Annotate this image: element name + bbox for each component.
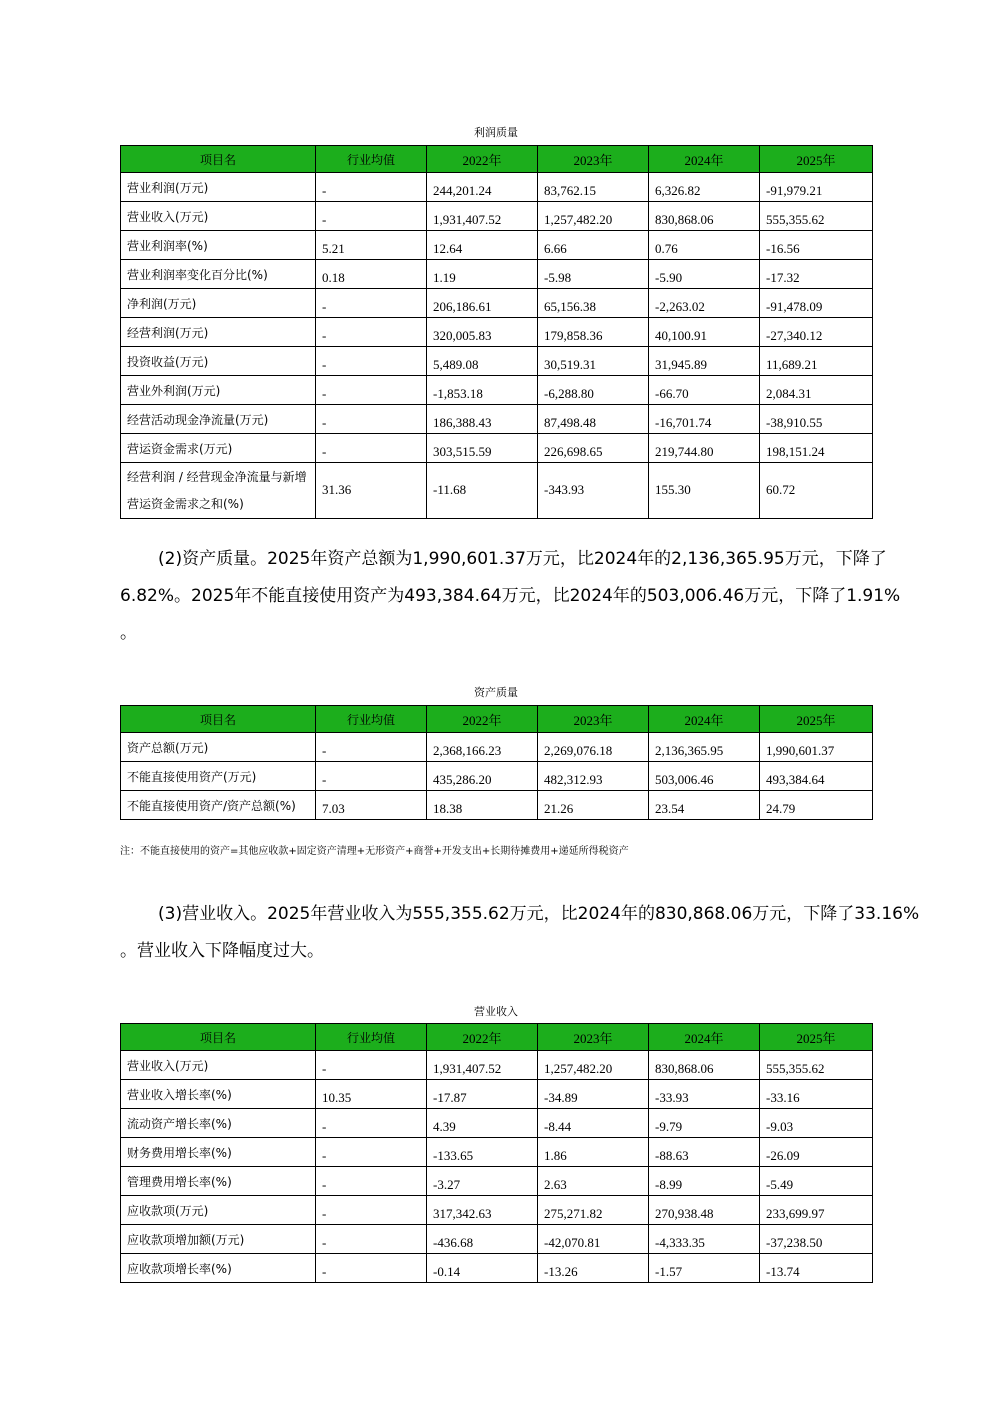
row-label: 投资收益(万元) xyxy=(121,347,316,376)
row-label: 管理费用增长率(%) xyxy=(121,1167,316,1196)
table-cell: - xyxy=(316,1051,427,1080)
table-row xyxy=(121,202,873,231)
table-cell: -1,853.18 xyxy=(427,376,538,405)
column-header: 2022年 xyxy=(427,146,538,173)
table-row xyxy=(121,1080,873,1109)
profit-quality-table xyxy=(120,145,873,519)
table-row xyxy=(121,1109,873,1138)
table-cell: 155.30 xyxy=(649,463,760,519)
table-cell: 320,005.83 xyxy=(427,318,538,347)
table-cell: 10.35 xyxy=(316,1080,427,1109)
row-label: 营业收入增长率(%) xyxy=(121,1080,316,1109)
table-cell: 555,355.62 xyxy=(760,1051,873,1080)
table-row xyxy=(121,434,873,463)
table-cell: -88.63 xyxy=(649,1138,760,1167)
column-header: 2024年 xyxy=(649,146,760,173)
column-header: 2024年 xyxy=(649,1024,760,1051)
table-cell: -33.16 xyxy=(760,1080,873,1109)
table-cell: -34.89 xyxy=(538,1080,649,1109)
table-cell: 186,388.43 xyxy=(427,405,538,434)
table-cell: -8.44 xyxy=(538,1109,649,1138)
row-label: 应收款项增加额(万元) xyxy=(121,1225,316,1254)
table-row xyxy=(121,762,873,791)
table-cell: 4.39 xyxy=(427,1109,538,1138)
table-cell: 40,100.91 xyxy=(649,318,760,347)
table-cell: 303,515.59 xyxy=(427,434,538,463)
table-cell: -27,340.12 xyxy=(760,318,873,347)
table-cell: -11.68 xyxy=(427,463,538,519)
table-row xyxy=(121,1254,873,1283)
table-cell: -13.26 xyxy=(538,1254,649,1283)
table-cell: -3.27 xyxy=(427,1167,538,1196)
table-cell: 244,201.24 xyxy=(427,173,538,202)
table-cell: 830,868.06 xyxy=(649,1051,760,1080)
table-cell: 0.18 xyxy=(316,260,427,289)
table-cell: -343.93 xyxy=(538,463,649,519)
table-row xyxy=(121,405,873,434)
table-cell: 31,945.89 xyxy=(649,347,760,376)
table-cell: -9.79 xyxy=(649,1109,760,1138)
table-cell: 21.26 xyxy=(538,791,649,820)
table-cell: 275,271.82 xyxy=(538,1196,649,1225)
table-cell: -37,238.50 xyxy=(760,1225,873,1254)
row-label: 经营利润 / 经营现金净流量与新增营运资金需求之和(%) xyxy=(121,463,316,519)
row-label: 营业收入(万元) xyxy=(121,202,316,231)
table-cell: 1,931,407.52 xyxy=(427,1051,538,1080)
table-row xyxy=(121,1051,873,1080)
table-row xyxy=(121,1225,873,1254)
table-cell: -16,701.74 xyxy=(649,405,760,434)
table-cell: -38,910.55 xyxy=(760,405,873,434)
table-cell: - xyxy=(316,347,427,376)
paragraph-line: (3)营业收入。2025年营业收入为555,355.62万元，比2024年的830,868.06万元，下降了33.16% xyxy=(158,904,920,924)
table-cell: 7.03 xyxy=(316,791,427,820)
asset-quality-paragraph xyxy=(120,541,901,652)
row-label: 财务费用增长率(%) xyxy=(121,1138,316,1167)
table-cell: 87,498.48 xyxy=(538,405,649,434)
table-cell: -33.93 xyxy=(649,1080,760,1109)
table-cell: -66.70 xyxy=(649,376,760,405)
table-row xyxy=(121,260,873,289)
row-label: 经营活动现金净流量(万元) xyxy=(121,405,316,434)
row-label: 应收款项(万元) xyxy=(121,1196,316,1225)
column-header: 2023年 xyxy=(538,706,649,733)
row-label: 营业利润率变化百分比(%) xyxy=(121,260,316,289)
table-cell: 12.64 xyxy=(427,231,538,260)
table-cell: -2,263.02 xyxy=(649,289,760,318)
table-cell: -26.09 xyxy=(760,1138,873,1167)
table-row xyxy=(121,1167,873,1196)
column-header: 项目名 xyxy=(121,706,316,733)
column-header: 项目名 xyxy=(121,146,316,173)
table-cell: - xyxy=(316,1225,427,1254)
table-cell: 23.54 xyxy=(649,791,760,820)
table-caption-asset-quality: 资产质量 xyxy=(474,686,518,699)
table-header-row xyxy=(121,706,873,733)
table-cell: -5.98 xyxy=(538,260,649,289)
table-cell: 270,938.48 xyxy=(649,1196,760,1225)
row-label: 经营利润(万元) xyxy=(121,318,316,347)
column-header: 2025年 xyxy=(760,706,873,733)
table-cell: -6,288.80 xyxy=(538,376,649,405)
table-caption-revenue: 营业收入 xyxy=(474,1005,518,1018)
column-header: 2022年 xyxy=(427,706,538,733)
table-cell: 2,084.31 xyxy=(760,376,873,405)
table-cell: 31.36 xyxy=(316,463,427,519)
table-row xyxy=(121,289,873,318)
table-cell: -0.14 xyxy=(427,1254,538,1283)
row-label: 营运资金需求(万元) xyxy=(121,434,316,463)
table-cell: 2,368,166.23 xyxy=(427,733,538,762)
table-cell: 1,990,601.37 xyxy=(760,733,873,762)
revenue-table xyxy=(120,1023,873,1283)
table-cell: 1,257,482.20 xyxy=(538,1051,649,1080)
table-row xyxy=(121,463,873,519)
row-label: 营业收入(万元) xyxy=(121,1051,316,1080)
table-note: 注：不能直接使用的资产=其他应收款+固定资产清理+无形资产+商誉+开发支出+长期待摊费用+递延所得税资产 xyxy=(120,846,629,857)
table-cell: 555,355.62 xyxy=(760,202,873,231)
table-cell: - xyxy=(316,762,427,791)
table-cell: 435,286.20 xyxy=(427,762,538,791)
column-header: 行业均值 xyxy=(316,1024,427,1051)
table-cell: -1.57 xyxy=(649,1254,760,1283)
table-cell: -42,070.81 xyxy=(538,1225,649,1254)
column-header: 2025年 xyxy=(760,1024,873,1051)
table-cell: 5,489.08 xyxy=(427,347,538,376)
table-row xyxy=(121,733,873,762)
revenue-paragraph xyxy=(120,896,920,970)
table-cell: 18.38 xyxy=(427,791,538,820)
row-label: 不能直接使用资产/资产总额(%) xyxy=(121,791,316,820)
table-row xyxy=(121,376,873,405)
table-row xyxy=(121,318,873,347)
table-cell: 2.63 xyxy=(538,1167,649,1196)
table-cell: -17.32 xyxy=(760,260,873,289)
table-cell: -16.56 xyxy=(760,231,873,260)
table-cell: 493,384.64 xyxy=(760,762,873,791)
table-cell: 503,006.46 xyxy=(649,762,760,791)
paragraph-line: 6.82%。2025年不能直接使用资产为493,384.64万元，比2024年的503,006.46万元，下降了1.91% xyxy=(120,586,901,606)
table-cell: -436.68 xyxy=(427,1225,538,1254)
table-cell: -17.87 xyxy=(427,1080,538,1109)
table-cell: -5.90 xyxy=(649,260,760,289)
table-cell: 65,156.38 xyxy=(538,289,649,318)
column-header: 2025年 xyxy=(760,146,873,173)
table-cell: 198,151.24 xyxy=(760,434,873,463)
table-cell: -91,979.21 xyxy=(760,173,873,202)
paragraph-line: 。营业收入下降幅度过大。 xyxy=(120,941,324,961)
column-header: 2024年 xyxy=(649,706,760,733)
table-cell: 206,186.61 xyxy=(427,289,538,318)
table-cell: 6.66 xyxy=(538,231,649,260)
table-cell: 1.19 xyxy=(427,260,538,289)
column-header: 2023年 xyxy=(538,1024,649,1051)
table-cell: -5.49 xyxy=(760,1167,873,1196)
table-row xyxy=(121,1138,873,1167)
row-label: 不能直接使用资产(万元) xyxy=(121,762,316,791)
asset-quality-table xyxy=(120,705,873,820)
table-cell: 1,931,407.52 xyxy=(427,202,538,231)
table-cell: 1,257,482.20 xyxy=(538,202,649,231)
table-caption-profit-quality: 利润质量 xyxy=(474,126,518,139)
row-label: 营业外利润(万元) xyxy=(121,376,316,405)
table-row xyxy=(121,1196,873,1225)
column-header: 2023年 xyxy=(538,146,649,173)
row-label: 净利润(万元) xyxy=(121,289,316,318)
table-cell: -133.65 xyxy=(427,1138,538,1167)
table-cell: 30,519.31 xyxy=(538,347,649,376)
table-cell: - xyxy=(316,173,427,202)
table-cell: - xyxy=(316,202,427,231)
table-cell: 0.76 xyxy=(649,231,760,260)
table-cell: - xyxy=(316,405,427,434)
paragraph-line: 。 xyxy=(120,623,137,643)
table-cell: - xyxy=(316,434,427,463)
table-row xyxy=(121,347,873,376)
table-cell: - xyxy=(316,318,427,347)
table-cell: - xyxy=(316,1167,427,1196)
table-cell: - xyxy=(316,733,427,762)
table-cell: 11,689.21 xyxy=(760,347,873,376)
table-cell: -91,478.09 xyxy=(760,289,873,318)
table-header-row xyxy=(121,1024,873,1051)
table-cell: - xyxy=(316,1254,427,1283)
table-cell: 5.21 xyxy=(316,231,427,260)
column-header: 2022年 xyxy=(427,1024,538,1051)
table-row xyxy=(121,173,873,202)
row-label: 营业利润(万元) xyxy=(121,173,316,202)
table-cell: 317,342.63 xyxy=(427,1196,538,1225)
row-label: 营业利润率(%) xyxy=(121,231,316,260)
table-cell: 6,326.82 xyxy=(649,173,760,202)
row-label: 资产总额(万元) xyxy=(121,733,316,762)
column-header: 项目名 xyxy=(121,1024,316,1051)
row-label: 应收款项增长率(%) xyxy=(121,1254,316,1283)
table-row xyxy=(121,231,873,260)
table-cell: - xyxy=(316,289,427,318)
paragraph-line: (2)资产质量。2025年资产总额为1,990,601.37万元，比2024年的2,136,365.95万元，下降了 xyxy=(158,549,887,569)
table-cell: 226,698.65 xyxy=(538,434,649,463)
table-cell: -13.74 xyxy=(760,1254,873,1283)
table-cell: - xyxy=(316,376,427,405)
table-row xyxy=(121,791,873,820)
table-cell: - xyxy=(316,1196,427,1225)
table-cell: -4,333.35 xyxy=(649,1225,760,1254)
table-cell: 2,136,365.95 xyxy=(649,733,760,762)
table-cell: - xyxy=(316,1138,427,1167)
table-cell: 1.86 xyxy=(538,1138,649,1167)
column-header: 行业均值 xyxy=(316,706,427,733)
table-header-row xyxy=(121,146,873,173)
table-cell: 233,699.97 xyxy=(760,1196,873,1225)
table-cell: -8.99 xyxy=(649,1167,760,1196)
table-cell: 24.79 xyxy=(760,791,873,820)
table-cell: - xyxy=(316,1109,427,1138)
table-cell: 83,762.15 xyxy=(538,173,649,202)
table-cell: 2,269,076.18 xyxy=(538,733,649,762)
table-cell: 219,744.80 xyxy=(649,434,760,463)
table-cell: 179,858.36 xyxy=(538,318,649,347)
table-cell: 830,868.06 xyxy=(649,202,760,231)
table-cell: -9.03 xyxy=(760,1109,873,1138)
table-cell: 60.72 xyxy=(760,463,873,519)
table-cell: 482,312.93 xyxy=(538,762,649,791)
row-label: 流动资产增长率(%) xyxy=(121,1109,316,1138)
column-header: 行业均值 xyxy=(316,146,427,173)
